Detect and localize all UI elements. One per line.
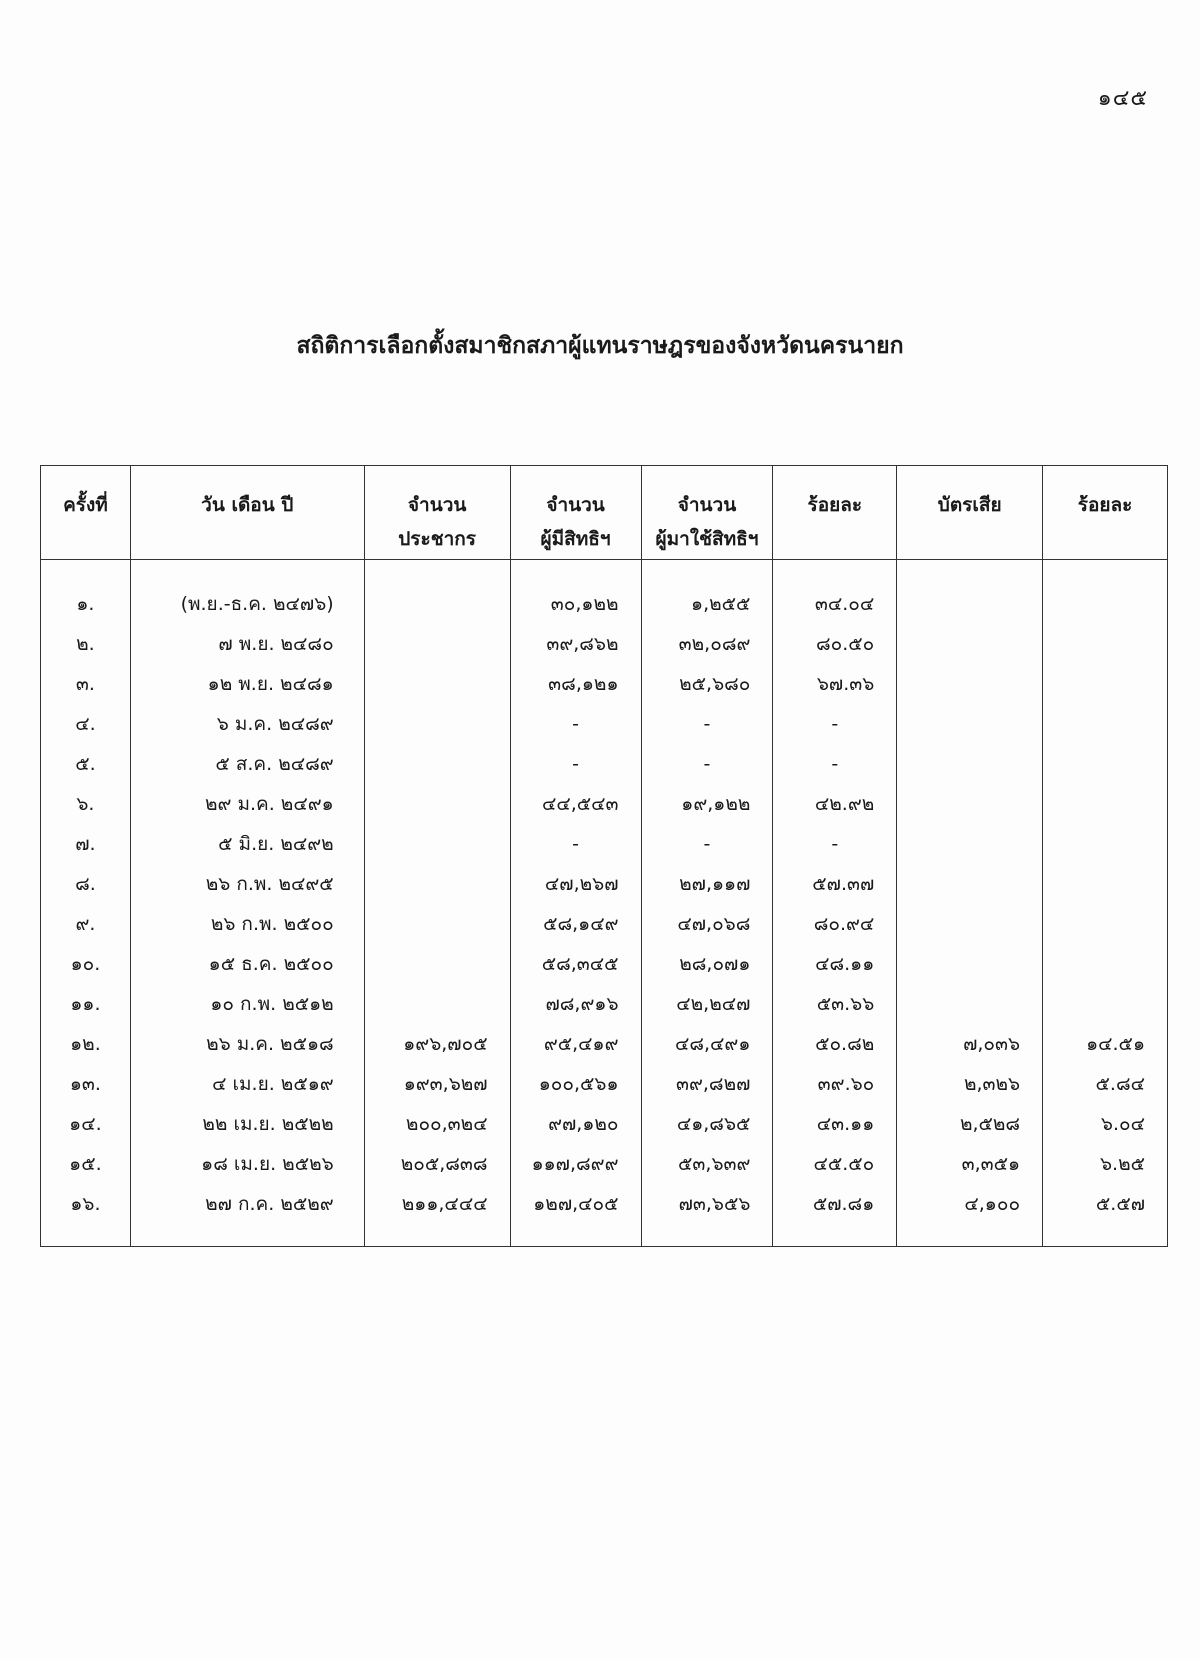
- table-row: [41, 704, 1168, 744]
- cell-percent: ๖๗.๓๖: [773, 664, 897, 704]
- cell-spoiled-percent: ๖.๒๕: [1043, 1144, 1168, 1184]
- table-row: [41, 664, 1168, 704]
- cell-population: [364, 560, 510, 625]
- cell-population: ๑๙๖,๗๐๕: [364, 1024, 510, 1064]
- cell-spoiled-percent: ๑๔.๕๑: [1043, 1024, 1168, 1064]
- cell-voters: ๑๙,๑๒๒: [641, 784, 773, 824]
- cell-eligible: ๕๘,๑๔๙: [510, 904, 641, 944]
- cell-spoiled-percent: [1043, 984, 1168, 1024]
- cell-date: ๕ ส.ค. ๒๔๘๙: [130, 744, 364, 784]
- cell-no: ๑๑.: [41, 984, 131, 1024]
- cell-spoiled: ๒,๓๒๖: [897, 1064, 1043, 1104]
- cell-percent: ๕๗.๓๗: [773, 864, 897, 904]
- cell-no: ๔.: [41, 704, 131, 744]
- cell-percent: ๕๗.๘๑: [773, 1184, 897, 1247]
- cell-voters: ๔๑,๘๖๕: [641, 1104, 773, 1144]
- cell-eligible: -: [510, 824, 641, 864]
- cell-date: ๕ มิ.ย. ๒๔๙๒: [130, 824, 364, 864]
- table-row: [41, 624, 1168, 664]
- header-no: ครั้งที่: [41, 466, 131, 560]
- cell-population: ๒๐๕,๘๓๘: [364, 1144, 510, 1184]
- cell-population: ๒๑๑,๔๔๔: [364, 1184, 510, 1247]
- cell-eligible: ๔๗,๒๖๗: [510, 864, 641, 904]
- cell-spoiled: ๔,๑๐๐: [897, 1184, 1043, 1247]
- table-header-row: [41, 466, 1168, 560]
- cell-eligible: ๑๒๗,๔๐๕: [510, 1184, 641, 1247]
- header-spoiled: บัตรเสีย: [897, 466, 1043, 560]
- cell-spoiled: [897, 744, 1043, 784]
- page-number: ๑๔๕: [1097, 86, 1148, 111]
- cell-date: ๗ พ.ย. ๒๔๘๐: [130, 624, 364, 664]
- cell-eligible: ๓๙,๘๖๒: [510, 624, 641, 664]
- cell-spoiled-percent: [1043, 664, 1168, 704]
- cell-population: [364, 944, 510, 984]
- table-row: [41, 784, 1168, 824]
- cell-spoiled: [897, 784, 1043, 824]
- election-statistics-table: [40, 465, 1168, 1247]
- cell-voters: -: [641, 824, 773, 864]
- table-row: [41, 1184, 1168, 1247]
- cell-population: [364, 704, 510, 744]
- page-title: สถิติการเลือกตั้งสมาชิกสภาผู้แทนราษฎรของจังหวัดนครนายก: [296, 333, 904, 359]
- cell-no: ๖.: [41, 784, 131, 824]
- cell-voters: -: [641, 744, 773, 784]
- table-row: [41, 744, 1168, 784]
- cell-voters: ๔๘,๔๙๑: [641, 1024, 773, 1064]
- cell-spoiled: [897, 624, 1043, 664]
- cell-voters: ๓๒,๐๘๙: [641, 624, 773, 664]
- cell-no: ๑๒.: [41, 1024, 131, 1064]
- cell-no: ๑๔.: [41, 1104, 131, 1144]
- cell-percent: ๕๓.๖๖: [773, 984, 897, 1024]
- cell-voters: ๔๗,๐๖๘: [641, 904, 773, 944]
- header-percent: ร้อยละ: [773, 466, 897, 560]
- cell-no: ๑๓.: [41, 1064, 131, 1104]
- cell-date: (พ.ย.-ธ.ค. ๒๔๗๖): [130, 560, 364, 625]
- cell-spoiled: [897, 824, 1043, 864]
- cell-eligible: ๓๘,๑๒๑: [510, 664, 641, 704]
- cell-spoiled-percent: ๕.๘๔: [1043, 1064, 1168, 1104]
- cell-percent: ๘๐.๙๔: [773, 904, 897, 944]
- header-population: จำนวน ประชากร: [364, 466, 510, 560]
- cell-spoiled-percent: [1043, 744, 1168, 784]
- cell-voters: ๒๗,๑๑๗: [641, 864, 773, 904]
- cell-spoiled-percent: ๖.๐๔: [1043, 1104, 1168, 1144]
- cell-no: ๑๐.: [41, 944, 131, 984]
- cell-date: ๒๖ ก.พ. ๒๔๙๕: [130, 864, 364, 904]
- cell-spoiled: [897, 944, 1043, 984]
- cell-spoiled: [897, 864, 1043, 904]
- header-spoiled-percent: ร้อยละ: [1043, 466, 1168, 560]
- cell-date: ๒๗ ก.ค. ๒๕๒๙: [130, 1184, 364, 1247]
- cell-spoiled-percent: [1043, 704, 1168, 744]
- cell-population: ๒๐๐,๓๒๔: [364, 1104, 510, 1144]
- cell-percent: ๔๕.๕๐: [773, 1144, 897, 1184]
- cell-eligible: ๙๕,๔๑๙: [510, 1024, 641, 1064]
- table-row: [41, 1144, 1168, 1184]
- cell-spoiled-percent: [1043, 624, 1168, 664]
- cell-population: [364, 984, 510, 1024]
- cell-spoiled-percent: [1043, 784, 1168, 824]
- cell-no: ๓.: [41, 664, 131, 704]
- table-row: [41, 560, 1168, 625]
- cell-population: [364, 744, 510, 784]
- cell-population: [364, 824, 510, 864]
- header-voters: จำนวน ผู้มาใช้สิทธิฯ: [641, 466, 773, 560]
- cell-spoiled: ๒,๕๒๘: [897, 1104, 1043, 1144]
- table-row: [41, 904, 1168, 944]
- cell-eligible: ๑๑๗,๘๙๙: [510, 1144, 641, 1184]
- cell-date: ๑๘ เม.ย. ๒๕๒๖: [130, 1144, 364, 1184]
- cell-date: ๖ ม.ค. ๒๔๘๙: [130, 704, 364, 744]
- table-row: [41, 1104, 1168, 1144]
- table-row: [41, 1024, 1168, 1064]
- cell-percent: -: [773, 824, 897, 864]
- table-row: [41, 824, 1168, 864]
- cell-voters: ๔๒,๒๔๗: [641, 984, 773, 1024]
- cell-spoiled-percent: [1043, 944, 1168, 984]
- header-date: วัน เดือน ปี: [130, 466, 364, 560]
- cell-date: ๒๖ ก.พ. ๒๕๐๐: [130, 904, 364, 944]
- cell-spoiled: [897, 664, 1043, 704]
- cell-population: [364, 864, 510, 904]
- table-row: [41, 864, 1168, 904]
- cell-no: ๑.: [41, 560, 131, 625]
- cell-no: ๘.: [41, 864, 131, 904]
- cell-voters: ๕๓,๖๓๙: [641, 1144, 773, 1184]
- cell-voters: ๒๕,๖๘๐: [641, 664, 773, 704]
- cell-population: ๑๙๓,๖๒๗: [364, 1064, 510, 1104]
- cell-date: ๑๐ ก.พ. ๒๕๑๒: [130, 984, 364, 1024]
- cell-spoiled: [897, 904, 1043, 944]
- cell-voters: -: [641, 704, 773, 744]
- cell-percent: ๔๘.๑๑: [773, 944, 897, 984]
- cell-no: ๙.: [41, 904, 131, 944]
- cell-date: ๑๕ ธ.ค. ๒๕๐๐: [130, 944, 364, 984]
- cell-eligible: ๔๔,๕๔๓: [510, 784, 641, 824]
- cell-eligible: ๓๐,๑๒๒: [510, 560, 641, 625]
- cell-eligible: ๑๐๐,๕๖๑: [510, 1064, 641, 1104]
- cell-date: ๒๙ ม.ค. ๒๔๙๑: [130, 784, 364, 824]
- cell-percent: ๔๒.๙๒: [773, 784, 897, 824]
- header-eligible: จำนวน ผู้มีสิทธิฯ: [510, 466, 641, 560]
- cell-voters: ๑,๒๕๕: [641, 560, 773, 625]
- cell-population: [364, 904, 510, 944]
- cell-population: [364, 784, 510, 824]
- cell-no: ๗.: [41, 824, 131, 864]
- cell-eligible: -: [510, 704, 641, 744]
- cell-spoiled-percent: ๕.๕๗: [1043, 1184, 1168, 1247]
- cell-eligible: ๙๗,๑๒๐: [510, 1104, 641, 1144]
- cell-percent: -: [773, 744, 897, 784]
- table-row: [41, 944, 1168, 984]
- cell-no: ๕.: [41, 744, 131, 784]
- cell-date: ๑๒ พ.ย. ๒๔๘๑: [130, 664, 364, 704]
- cell-no: ๑๕.: [41, 1144, 131, 1184]
- cell-spoiled: ๓,๓๕๑: [897, 1144, 1043, 1184]
- cell-spoiled: [897, 560, 1043, 625]
- cell-percent: ๓๙.๖๐: [773, 1064, 897, 1104]
- cell-voters: ๒๘,๐๗๑: [641, 944, 773, 984]
- cell-spoiled-percent: [1043, 560, 1168, 625]
- cell-date: ๒๒ เม.ย. ๒๕๒๒: [130, 1104, 364, 1144]
- cell-spoiled-percent: [1043, 864, 1168, 904]
- cell-no: ๑๖.: [41, 1184, 131, 1247]
- cell-population: [364, 664, 510, 704]
- cell-percent: ๔๓.๑๑: [773, 1104, 897, 1144]
- cell-spoiled-percent: [1043, 904, 1168, 944]
- cell-eligible: ๕๘,๓๔๕: [510, 944, 641, 984]
- cell-eligible: -: [510, 744, 641, 784]
- table-row: [41, 984, 1168, 1024]
- cell-no: ๒.: [41, 624, 131, 664]
- table-row: [41, 1064, 1168, 1104]
- cell-eligible: ๗๘,๙๑๖: [510, 984, 641, 1024]
- cell-spoiled: [897, 704, 1043, 744]
- cell-spoiled: [897, 984, 1043, 1024]
- cell-voters: ๓๙,๘๒๗: [641, 1064, 773, 1104]
- cell-spoiled-percent: [1043, 824, 1168, 864]
- cell-date: ๔ เม.ย. ๒๕๑๙: [130, 1064, 364, 1104]
- cell-percent: ๕๐.๘๒: [773, 1024, 897, 1064]
- cell-voters: ๗๓,๖๕๖: [641, 1184, 773, 1247]
- cell-date: ๒๖ ม.ค. ๒๕๑๘: [130, 1024, 364, 1064]
- cell-percent: ๘๐.๕๐: [773, 624, 897, 664]
- cell-percent: -: [773, 704, 897, 744]
- cell-percent: ๓๔.๐๔: [773, 560, 897, 625]
- cell-spoiled: ๗,๐๓๖: [897, 1024, 1043, 1064]
- cell-population: [364, 624, 510, 664]
